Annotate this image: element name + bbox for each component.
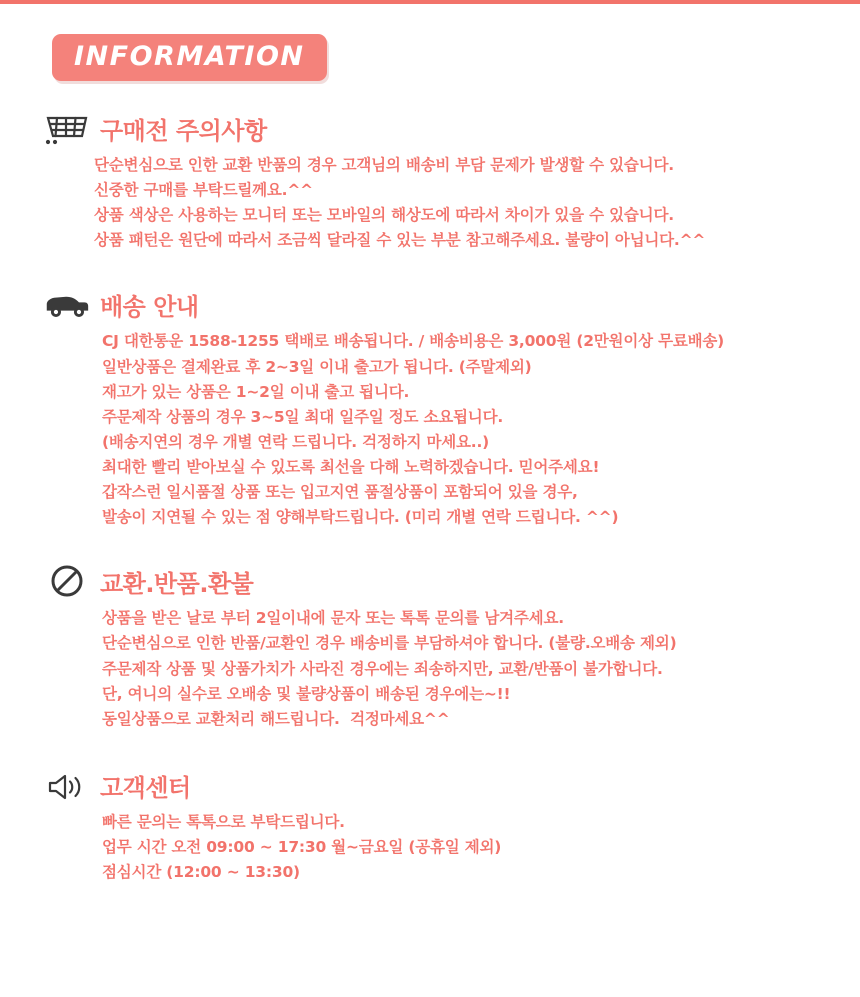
section-exchange-header [44, 564, 860, 598]
text-line: 최대한 빨리 받아보실 수 있도록 최선을 다해 노력하겠습니다. 믿어주세요! [102, 457, 600, 476]
information-badge: INFORMATION [52, 34, 327, 81]
section-purchase-header [44, 111, 860, 145]
text-line: CJ 대한통운 1588-1255 택배로 배송됩니다. / 배송비용은 3,000원 (2만원이상 무료배송) [102, 332, 725, 351]
text-line: 상품 색상은 사용하는 모니터 또는 모바일의 해상도에 따라서 차이가 있을 수 있습니다. [94, 206, 674, 225]
text-line: 주문제작 상품의 경우 3~5일 최대 일주일 정도 소요됩니다. [102, 407, 504, 426]
prohibited-icon [44, 564, 90, 598]
section-shipping [0, 287, 860, 530]
section-customer-center-header [44, 768, 860, 802]
text-line: 상품 패턴은 원단에 따라서 조금씩 달라질 수 있는 부분 참고해주세요. 불량이 아닙니다.^^ [94, 231, 706, 250]
section-purchase [0, 111, 860, 253]
text-line: 갑작스런 일시품절 상품 또는 입고지연 품절상품이 포함되어 있을 경우, [102, 483, 578, 502]
text-line: 신중한 구매를 부탁드릴께요.^^ [94, 181, 313, 200]
section-exchange [0, 564, 860, 732]
section-customer-center [0, 768, 860, 885]
section-exchange-title: 교환.반품.환불 [100, 570, 254, 599]
text-line: 단, 여니의 실수로 오배송 및 불량상품이 배송된 경우에는~!! [102, 684, 511, 703]
section-shipping-title: 배송 안내 [100, 293, 199, 322]
megaphone-icon [44, 768, 90, 802]
text-line: 단순변심으로 인한 반품/교환인 경우 배송비를 부담하셔야 합니다. (불량.오배송 제외) [102, 634, 677, 653]
section-purchase-body [94, 153, 860, 253]
section-customer-center-title: 고객센터 [100, 773, 191, 802]
text-line: 동일상품으로 교환처리 해드립니다. 걱정마세요^^ [102, 709, 450, 728]
text-line: (배송지연의 경우 개별 연락 드립니다. 걱정하지 마세요..) [102, 432, 490, 451]
text-line: 재고가 있는 상품은 1~2일 이내 출고 됩니다. [102, 382, 410, 401]
text-line: 빠른 문의는 톡톡으로 부탁드립니다. [102, 812, 345, 831]
text-line: 발송이 지연될 수 있는 점 양해부탁드립니다. (미리 개별 연락 드립니다. ^^) [102, 508, 619, 527]
text-line: 업무 시간 오전 09:00 ~ 17:30 월~금요일 (공휴일 제외) [102, 837, 502, 856]
text-line: 점심시간 (12:00 ~ 13:30) [102, 863, 300, 882]
section-shipping-body [102, 329, 860, 530]
section-shipping-header [44, 287, 860, 321]
delivery-truck-icon [44, 287, 90, 321]
section-exchange-body [102, 606, 860, 732]
text-line: 단순변심으로 인한 교환 반품의 경우 고객님의 배송비 부담 문제가 발생할 수 있습니다. [94, 156, 674, 174]
text-line: 상품을 받은 날로 부터 2일이내에 문자 또는 톡톡 문의를 남겨주세요. [102, 609, 564, 628]
text-line: 주문제작 상품 및 상품가치가 사라진 경우에는 죄송하지만, 교환/반품이 불가합니다. [102, 659, 663, 678]
section-customer-center-body [102, 810, 860, 885]
section-purchase-title: 구매전 주의사항 [100, 117, 267, 145]
text-line: 일반상품은 결제완료 후 2~3일 이내 출고가 됩니다. (주말제외) [102, 357, 532, 376]
shopping-cart-icon [44, 111, 90, 145]
